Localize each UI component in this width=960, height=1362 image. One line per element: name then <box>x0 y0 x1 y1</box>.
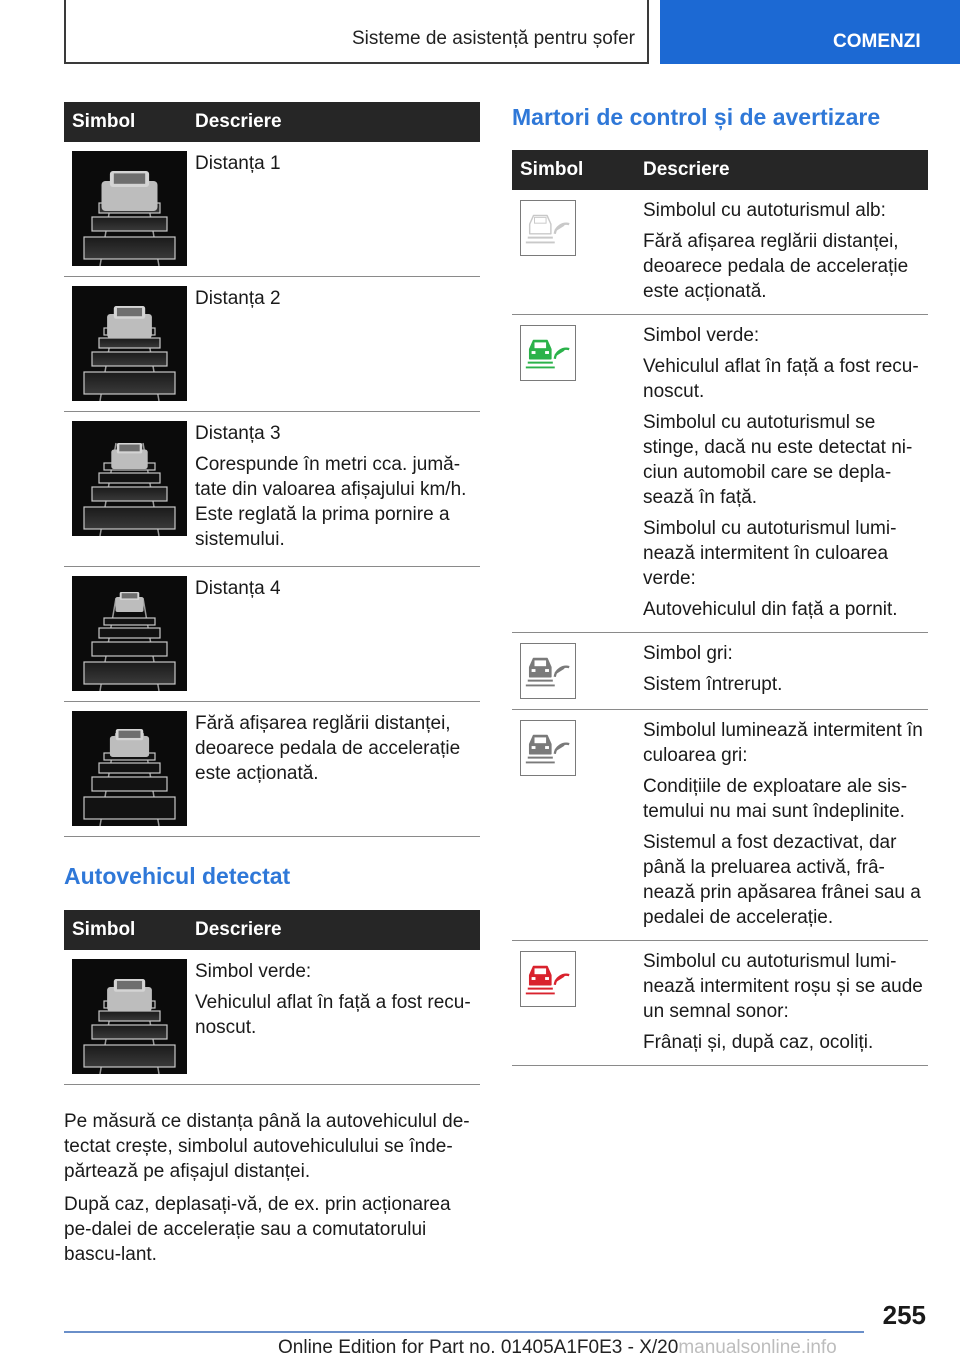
footer-divider <box>64 1331 864 1333</box>
description-cell <box>189 702 480 836</box>
description-cell <box>189 567 285 701</box>
col-description-header: Descriere <box>195 919 282 940</box>
detected-paragraphs <box>64 1109 480 1267</box>
description-cell <box>189 950 480 1084</box>
right-column <box>512 102 928 1066</box>
symbol-cell <box>512 190 637 314</box>
col-description-header: Descriere <box>643 159 730 180</box>
col-symbol-header: Simbol <box>72 919 136 940</box>
left-column <box>64 102 480 1275</box>
description-line: Distanța 4 <box>195 578 281 599</box>
distance-table-header <box>64 102 480 142</box>
symbol-cell <box>512 633 637 709</box>
col-symbol-header: Simbol <box>72 111 136 132</box>
distance-3-icon <box>72 421 187 536</box>
header-tab-label: COMENZI <box>833 31 921 52</box>
description-line: Distanța 1 <box>195 153 281 174</box>
acc-grey-blink-icon <box>520 720 576 776</box>
acc-red-icon <box>520 951 576 1007</box>
description-line: Sistemul a fost dezactivat, dar până la preluarea activă, frâ-nează prin apăsarea frânei sau a pedalei de accelerație. <box>643 832 921 928</box>
table-row <box>512 941 928 1066</box>
table-row <box>64 412 480 567</box>
table-row <box>64 702 480 837</box>
description-line: Simbolul cu autoturismul alb: <box>643 200 886 221</box>
description-line: Autovehiculul din față a pornit. <box>643 599 898 620</box>
table-row <box>512 190 928 315</box>
table-row <box>512 710 928 941</box>
symbol-cell <box>512 315 637 632</box>
acc-green-icon <box>520 325 576 381</box>
distance-table-body <box>64 142 480 837</box>
acc-white-icon <box>520 200 576 256</box>
indicators-section-title: Martori de control și de avertizare <box>512 104 881 130</box>
vehicle-detected-icon <box>72 959 187 1074</box>
symbol-cell <box>512 941 637 1065</box>
table-row <box>64 142 480 277</box>
watermark-text: manualsonline.info <box>678 1337 837 1358</box>
table-row <box>512 315 928 633</box>
symbol-cell <box>64 950 189 1084</box>
description-cell <box>637 941 928 1065</box>
indicators-table-body <box>512 190 928 1066</box>
symbol-cell <box>64 142 189 276</box>
description-line: Simbol verde: <box>195 961 312 982</box>
description-line: Condițiile de exploatare ale sis-temului nu mai sunt îndeplinite. <box>643 776 908 822</box>
acc-grey-icon <box>520 643 576 699</box>
description-line: Simbolul cu autoturismul lumi-nează intermitent în culoarea verde: <box>643 518 897 589</box>
distance-4-icon <box>72 576 187 691</box>
col-description-header: Descriere <box>195 111 282 132</box>
description-line: Vehiculul aflat în față a fost recu-noscut. <box>643 356 919 402</box>
header-section-box <box>64 0 649 64</box>
description-line: Simbol gri: <box>643 643 733 664</box>
description-line: Simbolul luminează intermitent în culoarea gri: <box>643 720 923 766</box>
indicators-table-header <box>512 150 928 190</box>
description-line: Simbolul cu autoturismul se stinge, dacă nu este detectat ni-ciun automobil care se depla-sează în față. <box>643 412 913 508</box>
description-cell <box>189 277 285 411</box>
description-line: Simbol verde: <box>643 325 760 346</box>
detected-section-title: Autovehicul detectat <box>64 863 291 889</box>
detected-table-header <box>64 910 480 950</box>
table-row <box>64 277 480 412</box>
symbol-cell <box>64 277 189 411</box>
table-row <box>64 950 480 1085</box>
description-line: Fără afișarea reglării distanței, deoarece pedala de accelerație este acționată. <box>195 713 461 784</box>
symbol-cell <box>64 412 189 566</box>
description-cell <box>637 190 928 314</box>
paragraph: După caz, deplasați-vă, de ex. prin acționarea pe-dalei de accelerație sau a comutatorului bascu-lant. <box>64 1194 451 1265</box>
description-line: Vehiculul aflat în față a fost recu-noscut. <box>195 992 471 1038</box>
distance-2-icon <box>72 286 187 401</box>
symbol-cell <box>64 567 189 701</box>
description-cell <box>189 142 285 276</box>
description-line: Corespunde în metri cca. jumă-tate din valoarea afișajului km/h. Este reglată la prima pornire a sistemului. <box>195 454 467 550</box>
description-line: Frânați și, după caz, ocoliți. <box>643 1032 874 1053</box>
distance-1-icon <box>72 151 187 266</box>
col-symbol-header: Simbol <box>520 159 584 180</box>
symbol-cell <box>512 710 637 940</box>
description-line: Sistem întrerupt. <box>643 674 783 695</box>
description-cell <box>637 315 928 632</box>
table-row <box>512 633 928 710</box>
description-cell <box>637 710 928 940</box>
footer-edition <box>278 1337 837 1359</box>
detected-table-body <box>64 950 480 1085</box>
table-row <box>64 567 480 702</box>
description-line: Distanța 3 <box>195 423 281 444</box>
edition-text: Online Edition for Part no. 01405A1F0E3 - X/20 <box>278 1337 679 1358</box>
description-line: Fără afișarea reglării distanței, deoarece pedala de accelerație este acționată. <box>643 231 909 302</box>
symbol-cell <box>64 702 189 836</box>
distance-off-icon <box>72 711 187 826</box>
header-tab-comenzi[interactable] <box>660 0 960 64</box>
header-section-title: Sisteme de asistență pentru șofer <box>351 28 635 49</box>
description-cell <box>637 633 786 709</box>
paragraph: Pe măsură ce distanța până la autovehiculul de-tectat crește, simbolul autovehiculului se înde-părtează pe afișajul distanței. <box>64 1111 470 1182</box>
page-number: 255 <box>882 1300 926 1330</box>
description-cell <box>189 412 480 566</box>
description-line: Distanța 2 <box>195 288 281 309</box>
description-line: Simbolul cu autoturismul lumi-nează intermitent roșu și se aude un semnal sonor: <box>643 951 923 1022</box>
